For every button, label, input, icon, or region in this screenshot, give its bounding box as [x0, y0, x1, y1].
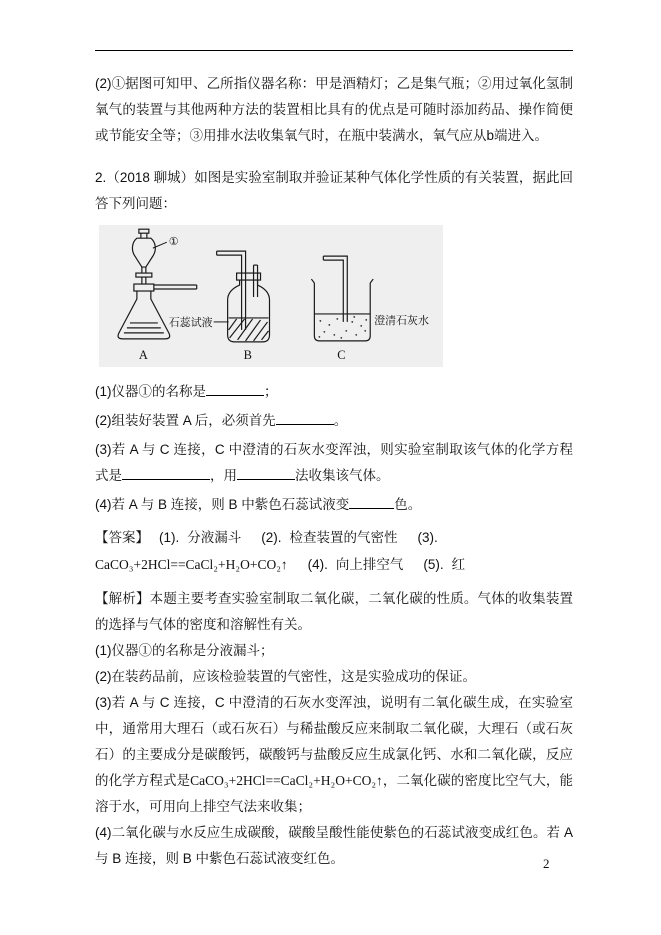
answer-item-1: 分液漏斗	[187, 530, 242, 545]
erlenmeyer-flask	[118, 291, 170, 339]
answer-num-5: (5).	[423, 557, 444, 572]
solution-para-2: (2)在装药品前，应该检验装置的气密性，这是实验成功的保证。	[95, 669, 476, 684]
answer-item-5: 红	[451, 557, 466, 572]
subq4-text: (4)若 A 与 B 连接，则 B 中紫色石蕊试液变	[95, 497, 350, 512]
outlet-tube-b	[254, 265, 258, 297]
subq2-punct: 。	[333, 413, 348, 428]
answer-item-2: 检查装置的气密性	[289, 530, 398, 545]
answer-blank-2	[276, 412, 334, 425]
flask-stopper	[134, 284, 154, 291]
answer-blank-3a	[122, 467, 210, 480]
apparatus-c-label: C	[337, 347, 346, 362]
apparatus-a-label: A	[138, 347, 148, 362]
solution-label: 【解析】	[95, 591, 150, 606]
answer-equation: CaCO₃+2HCl==CaCl₂+H₂O+CO₂↑	[95, 557, 288, 572]
answer-line-2	[95, 551, 573, 578]
solution-section	[95, 586, 573, 872]
answer-blank-4	[349, 496, 394, 509]
answer-num-3: (3).	[417, 530, 438, 545]
subq1-text: (1)仪器①的名称是	[95, 384, 206, 399]
apparatus-c	[311, 256, 373, 341]
stopcock	[136, 273, 152, 277]
subq3-punct: 法收集该气体。	[295, 468, 390, 483]
subq4-punct: 色。	[394, 497, 422, 512]
solution-intro-text: 本题主要考查实验室制取二氧化碳，二氧化碳的性质。气体的收集装置的选择与气体的密度和溶解性有关。	[95, 591, 574, 632]
subq3-text-a: (3)若 A 与 C 连接，C 中澄清的石灰水变浑浊，则实验室制取该气体的化学方程式是	[95, 442, 573, 483]
delivery-tube-a	[154, 285, 197, 289]
solution-para-3a: (3)若 A 与 C 连接，C 中澄清的石灰水变浑浊，说明有二氧化碳生成，在实验室中，通常用大理石（或石灰石）与稀盐酸反应来制取二氧化碳，大理石（或石灰石）的主要成分是碳酸钙，碳酸钙与盐酸反应生成氯化钙、水和二氧化碳，反应的化学方程式是	[95, 695, 573, 788]
solution-para-3	[95, 690, 573, 820]
apparatus-b	[217, 251, 270, 342]
subq3-text-b: ，用	[210, 468, 237, 483]
subquestion-3	[95, 437, 573, 489]
apparatus-b-label: B	[243, 347, 252, 362]
limewater-liquid	[314, 314, 370, 339]
answer-label: 【答案】	[95, 530, 149, 545]
litmus-label: 石蕊试液	[168, 316, 213, 329]
answer-blank-3b	[237, 467, 295, 480]
subquestion-2	[95, 408, 573, 434]
solution-intro	[95, 586, 573, 638]
beaker	[311, 279, 373, 341]
intro-paragraph: (2)①据图可知甲、乙所指仪器名称：甲是酒精灯；乙是集气瓶；②用过氧化氢制氧气的装置与其他两种方法的装置相比具有的优点是可随时添加药品、操作简便或节能安全等；③用排水法收集氧气时，在瓶中装满水，氧气应从b端进入。	[95, 76, 573, 143]
answer-num-4: (4).	[307, 557, 328, 572]
answer-section	[95, 524, 573, 578]
apparatus-diagram	[99, 225, 443, 367]
solution-para-3b: ，二氧化碳的密度比空气大，能溶于水，可用向上排空气法来收集；	[95, 773, 574, 814]
header-rule	[95, 50, 573, 51]
subquestion-1	[95, 379, 573, 405]
subq1-punct: ；	[264, 384, 278, 399]
solution-equation: CaCO₃+2HCl==CaCl₂+H₂O+CO₂↑	[190, 773, 383, 788]
page-number: 2	[543, 856, 550, 871]
answer-num-1: (1).	[159, 530, 180, 545]
answer-blank-1	[206, 383, 264, 396]
answer-num-2: (2).	[261, 530, 282, 545]
solution-para-1: (1)仪器①的名称是分液漏斗；	[95, 643, 274, 658]
callout-1-label: ①	[168, 236, 179, 249]
separating-funnel	[132, 229, 155, 284]
page-content	[95, 50, 573, 872]
answer-item-4: 向上排空气	[335, 557, 404, 572]
solution-para-4: (4)二氧化碳与水反应生成碳酸，碳酸呈酸性能使紫色的石蕊试液变成红色。若 A 与 B 连接，则 B 中紫色石蕊试液变红色。	[95, 825, 573, 866]
litmus-liquid	[229, 318, 269, 341]
answer-line-1	[95, 524, 573, 551]
limewater-label: 澄清石灰水	[374, 314, 429, 327]
question-stem: 2.（2018 聊城）如图是实验室制取并验证某种气体化学性质的有关装置，据此回答下列问题：	[95, 170, 573, 211]
apparatus-figure	[99, 225, 443, 367]
inlet-tube-c	[323, 256, 347, 322]
subquestion-4	[95, 492, 573, 518]
subq2-text: (2)组装好装置 A 后，必须首先	[95, 413, 276, 428]
